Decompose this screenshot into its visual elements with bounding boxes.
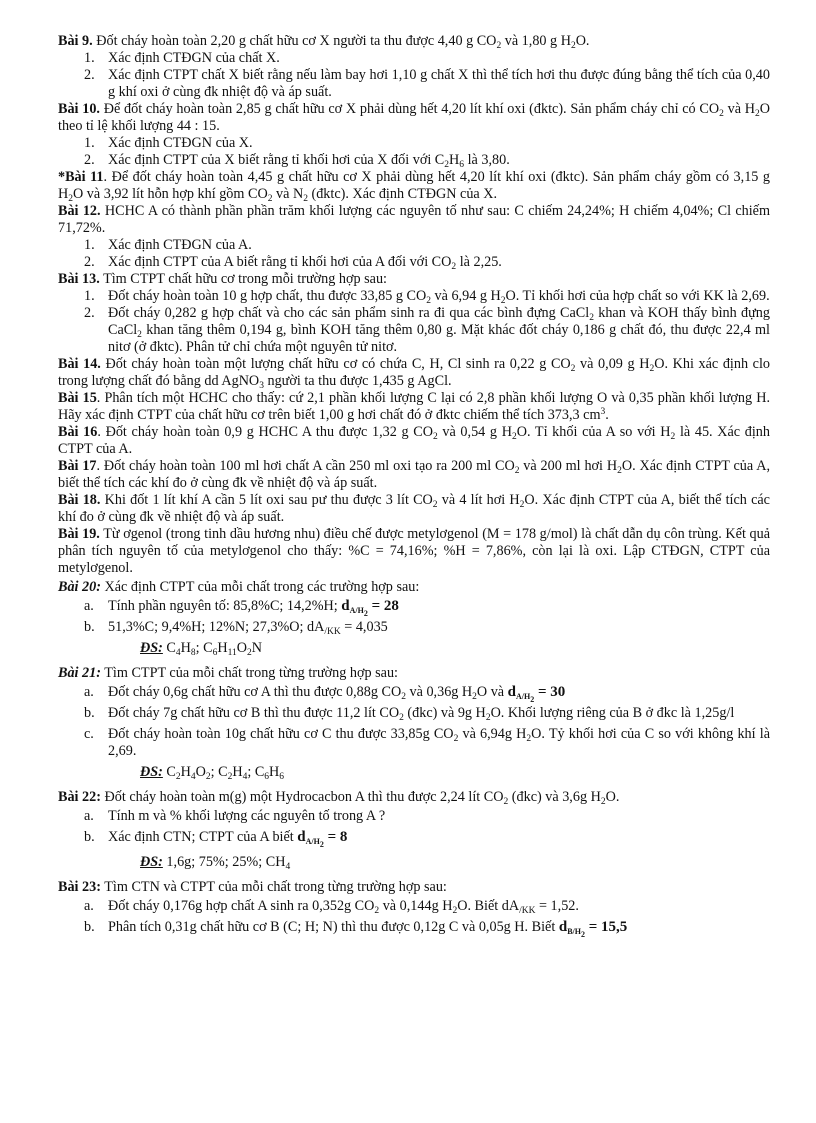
exercise-23-list	[58, 898, 770, 939]
exercise-9: Bài 9. Đốt cháy hoàn toàn 2,20 g chất hữu cơ X người ta thu được 4,40 g $CO_2$ và 1,80 g $H_2O$.	[58, 33, 590, 51]
list-item: b. 51,3%C; 9,4%H; 12%N; 27,3%O; $dA_{/KK} = 4,035$	[84, 619, 388, 637]
exercise-label: Bài 19.	[58, 526, 100, 542]
exercise-label: Bài 23:	[58, 879, 101, 895]
answer-21: ĐS: $C_2H_4O_2$; $C_2H_4$; $C_6H_6$	[140, 764, 285, 782]
exercise-label: Bài 10.	[58, 101, 100, 117]
exercise-label: Bài 22:	[58, 789, 101, 805]
exercise-17: Bài 17. Đốt cháy hoàn toàn 100 ml hơi chất A cần 250 ml oxi tạo ra 200 ml $CO_2$ và 200 ml hơi $H_2O$. Xác định CTPT của A, biết thể tích các khí đo ở cùng đk về nhiệt độ và áp suất.	[58, 458, 771, 491]
exercise-10: Bài 10. Để đốt cháy hoàn toàn 2,85 g chất hữu cơ X phải dùng hết 4,20 lít khí oxi (đktc). Sản phẩm cháy chỉ có $CO_2$ và $H_2O$ theo tỉ lệ khối lượng 44 : 15.	[58, 101, 770, 134]
exercise-label: Bài 13.	[58, 271, 100, 287]
answer-20: ĐS: $C_4H_8$; $C_6H_{11}O_2N$	[140, 640, 262, 658]
exercise-10-list	[58, 135, 770, 169]
list-item: 2. Đốt cháy 0,282 g hợp chất và cho các sản phẩm sinh ra đi qua các bình đựng CaCl$_2$ khan và KOH thấy bình đựng CaCl$_2$ khan tăng thêm 0,194 g, bình KOH tăng thêm 0,80 g. Mặt khác đốt cháy 0,186 g chất đó, thu được 22,4 ml nitơ (ở đktc). Phân tử chỉ chứa một nguyên tử nitơ.	[84, 305, 770, 355]
document-page	[58, 33, 770, 940]
exercise-label: Bài 14.	[58, 356, 101, 372]
exercise-23: Bài 23: Tìm CTN và CTPT của mỗi chất trong từng trường hợp sau:	[58, 879, 447, 895]
exercise-20-list	[58, 598, 770, 636]
exercise-label: Bài 20:	[58, 579, 101, 595]
list-item: 2. Xác định CTPT chất X biết rằng nếu làm bay hơi 1,10 g chất X thì thể tích hơi thu được đúng bằng thể tích của 0,40 g khí oxi ở cùng đk nhiệt độ và áp suất.	[84, 67, 770, 100]
exercise-label: Bài 21:	[58, 665, 101, 681]
exercise-22-list	[58, 808, 770, 849]
exercise-label: Bài 12.	[58, 203, 101, 219]
exercise-16: Bài 16. Đốt cháy hoàn toàn 0,9 g HCHC A thu được 1,32 g $CO_2$ và 0,54 g $H_2O$. Tỉ khối của A so với $H_2$ là 45. Xác định CTPT của A.	[58, 424, 770, 457]
list-item: c. Đốt cháy hoàn toàn 10g chất hữu cơ C thu được 33,85g $CO_2$ và 6,94g $H_2O$. Tỷ khối hơi của C so với không khí là 2,69.	[84, 726, 770, 759]
exercise-label: *Bài 11	[58, 169, 104, 185]
exercise-12-list	[58, 237, 770, 271]
exercise-11: *Bài 11. Để đốt cháy hoàn toàn 4,45 g chất hữu cơ X phải dùng hết 4,20 lít khí oxi (đktc). Sản phẩm cháy gồm có 3,15 g $H_2O$ và 3,92 lít hỗn hợp khí gồm $CO_2$ và $N_2$ (đktc). Xác định CTĐGN của X.	[58, 169, 770, 204]
exercise-14: Bài 14. Đốt cháy hoàn toàn một lượng chất hữu cơ có chứa C, H, Cl sinh ra 0,22 g $CO_2$ và 0,09 g $H_2O$. Khi xác định clo trong lượng chất đó bằng dd AgNO$_3$ người ta thu được 1,435 g AgCl.	[58, 356, 771, 391]
list-item: 1. Đốt cháy hoàn toàn 10 g hợp chất, thu được 33,85 g $CO_2$ và 6,94 g $H_2O$. Tỉ khối hơi của hợp chất so với KK là 2,69.	[84, 288, 770, 306]
list-item: b. Xác định CTN; CTPT của A biết $d_{A/H_2} = 8$	[84, 829, 348, 849]
exercise-label: Bài 16	[58, 424, 98, 440]
exercise-label: Bài 17	[58, 458, 97, 474]
exercise-18: Bài 18. Khi đốt 1 lít khí A cần 5 lít oxi sau pư thu được 3 lít $CO_2$ và 4 lít hơi $H_2O$. Xác định CTPT của A, biết thể tích các khí đo ở cùng đk về nhiệt độ và áp suất.	[58, 492, 770, 525]
exercise-13-list	[58, 288, 770, 356]
list-item: 2. Xác định CTPT của A biết rằng tỉ khối hơi của A đối với $CO_2$ là 2,25.	[84, 254, 502, 272]
exercise-15: Bài 15. Phân tích một HCHC cho thấy: cứ 2,1 phần khối lượng C lại có 2,8 phần khối lượng O và 0,35 phần khối lượng H. Hãy xác định CTPT của chất hữu cơ trên biết 1,00 g hơi chất đó ở đktc chiếm thể tích 373,3 $cm^3$.	[58, 390, 771, 423]
exercise-22: Bài 22: Đốt cháy hoàn toàn m(g) một Hydrocacbon A thì thu được 2,24 lít $CO_2$ (đkc) và 3,6g $H_2O$.	[58, 789, 620, 807]
exercise-label: Bài 15	[58, 390, 97, 406]
exercise-21: Bài 21: Tìm CTPT của mỗi chất trong từng trường hợp sau:	[58, 665, 398, 681]
list-item: 1. Xác định CTĐGN của chất X.	[84, 50, 280, 66]
list-item: 2. Xác định CTPT của X biết rằng tỉ khối hơi của X đối với $C_2H_6$ là 3,80.	[84, 152, 510, 170]
exercise-label: Bài 9.	[58, 33, 93, 49]
exercise-19: Bài 19. Từ ơgenol (trong tinh dầu hương nhu) điều chế được metylơgenol (M = 178 g/mol) là chất dẫn dụ côn trùng. Kết quả phân tích nguyên tố của metylơgenol cho thấy: %C = 74,16%; %H = 7,86%, còn lại là oxi. Lập CTĐGN, CTPT của metylơgenol.	[58, 526, 770, 576]
list-item: b. Đốt cháy 7g chất hữu cơ B thì thu được 11,2 lít $CO_2$ (đkc) và 9g $H_2O$. Khối lượng riêng của B ở đkc là 1,25g/l	[84, 705, 735, 723]
exercise-12: Bài 12. HCHC A có thành phần phần trăm khối lượng các nguyên tố như sau: C chiếm 24,24%; H chiếm 4,04%; Cl chiếm 71,72%.	[58, 203, 771, 236]
list-item: a. Đốt cháy 0,176g hợp chất A sinh ra 0,352g $CO_2$ và 0,144g $H_2O$. Biết $dA_{/KK} = 1,52$.	[84, 898, 579, 916]
exercise-13: Bài 13. Tìm CTPT chất hữu cơ trong mỗi trường hợp sau:	[58, 271, 387, 287]
list-item: b. Phân tích 0,31g chất hữu cơ B (C; H; N) thì thu được 0,12g C và 0,05g H. Biết $d_{B/H_2} = 15,5$	[84, 919, 628, 939]
exercise-21-list	[58, 684, 770, 760]
exercise-9-list	[58, 50, 770, 101]
answer-22: ĐS: 1,6g; 75%; 25%; $CH_4$	[140, 854, 291, 872]
list-item: 1. Xác định CTĐGN của X.	[84, 135, 253, 151]
list-item: 1. Xác định CTĐGN của A.	[84, 237, 252, 253]
exercise-label: Bài 18.	[58, 492, 101, 508]
list-item: a. Tính phần nguyên tố: 85,8%C; 14,2%H; $d_{A/H_2} = 28$	[84, 598, 399, 618]
list-item: a. Đốt cháy 0,6g chất hữu cơ A thì thu được 0,88g $CO_2$ và 0,36g $H_2O$ và $d_{A/H_2} = 30$	[84, 684, 566, 704]
list-item: a. Tính m và % khối lượng các nguyên tố trong A ?	[84, 808, 386, 824]
exercise-20: Bài 20: Xác định CTPT của mỗi chất trong các trường hợp sau:	[58, 579, 420, 595]
